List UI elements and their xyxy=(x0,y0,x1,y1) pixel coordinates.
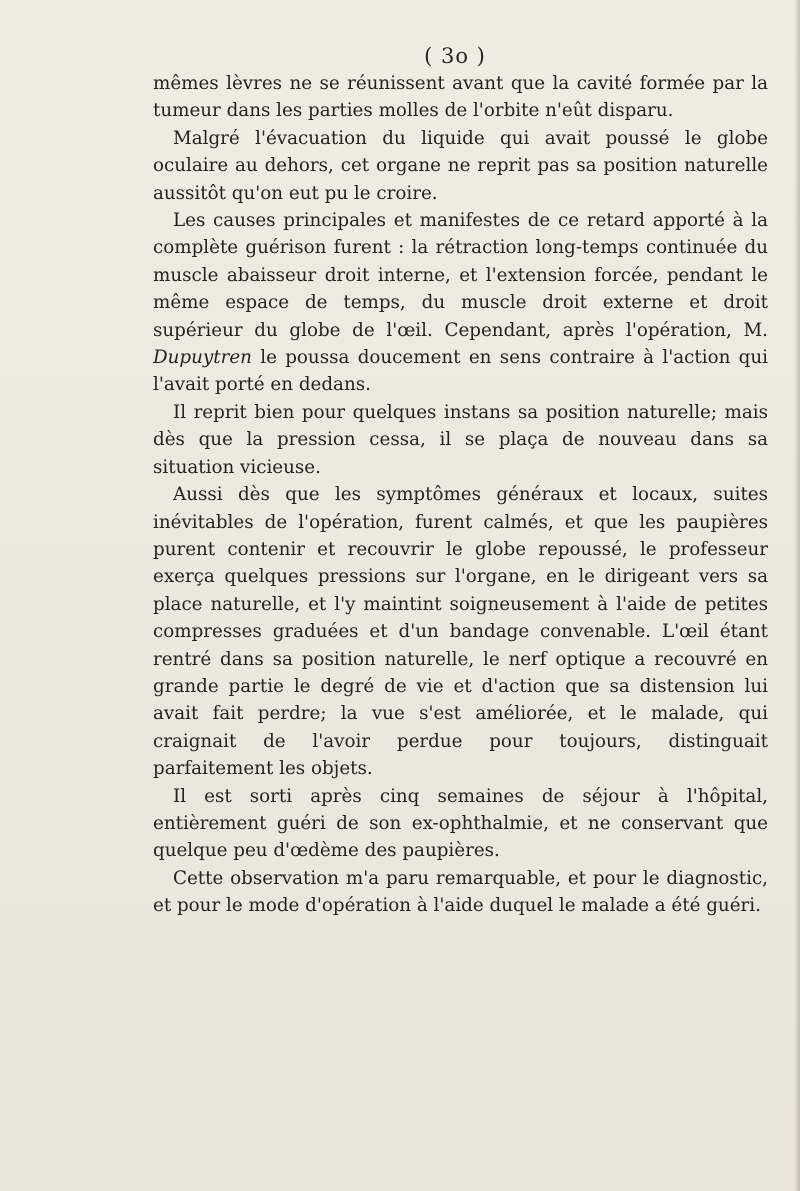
page-number: ( 3o ) xyxy=(424,44,486,68)
surgeon-name: Dupuytren xyxy=(153,347,252,369)
paragraph-causes-text-after: le poussa doucement en sens contraire à l'action qui l'avait porté en dedans. xyxy=(153,347,768,396)
paragraph-treatment: Aussi dès que les symptômes généraux et locaux, suites inévitables de l'opération, furent calmés, et que les paupières purent contenir et recouvrir le globe repoussé, le professeur exerça quelques pressions sur l'organe, en le dirigeant vers sa place naturelle, et l'y maintint soigneusement à l'aide de petites compresses graduées et d'un bandage convenable. L'œil étant rentré dans sa position naturelle, le nerf optique a recouvré en grande partie le degré de vie et d'action que sa distension lui avait fait perdre; la vue s'est améliorée, et le malade, qui craignait de l'avoir perdue pour toujours, distinguait parfaitement les objets. xyxy=(153,484,768,780)
paragraph-continuation: mêmes lèvres ne se réunissent avant que la cavité formée par la tumeur dans les parties molles de l'orbite n'eût disparu. xyxy=(153,73,768,122)
paragraph-causes-text-before: Les causes principales et manifestes de ce retard apporté à la complète guérison furent : la rétraction long-temps continuée du muscle abaisseur droit interne, et l'extension forcée, pendant le même espace de temps, du muscle droit externe et droit supérieur du globe de l'œil. Cependant, après l'opération, M. xyxy=(153,210,768,341)
paragraph-evacuation: Malgré l'évacuation du liquide qui avait poussé le globe oculaire au dehors, cet organe ne reprit pas sa position naturelle aussitôt qu'on eut pu le croire. xyxy=(153,127,768,204)
body-text xyxy=(153,70,768,920)
paragraph-pressure: Il reprit bien pour quelques instans sa position naturelle; mais dès que la pression cessa, il se plaça de nouveau dans sa situation vicieuse. xyxy=(153,401,768,478)
page-edge-shadow xyxy=(794,0,800,1191)
paragraph-causes xyxy=(153,207,768,399)
paragraph-discharge: Il est sorti après cinq semaines de séjour à l'hôpital, entièrement guéri de son ex-ophthalmie, et ne conservant que quelque peu d'œdème des paupières. xyxy=(153,785,768,862)
paragraph-conclusion: Cette observation m'a paru remarquable, et pour le diagnostic, et pour le mode d'opération à l'aide duquel le malade a été guéri. xyxy=(153,867,768,917)
